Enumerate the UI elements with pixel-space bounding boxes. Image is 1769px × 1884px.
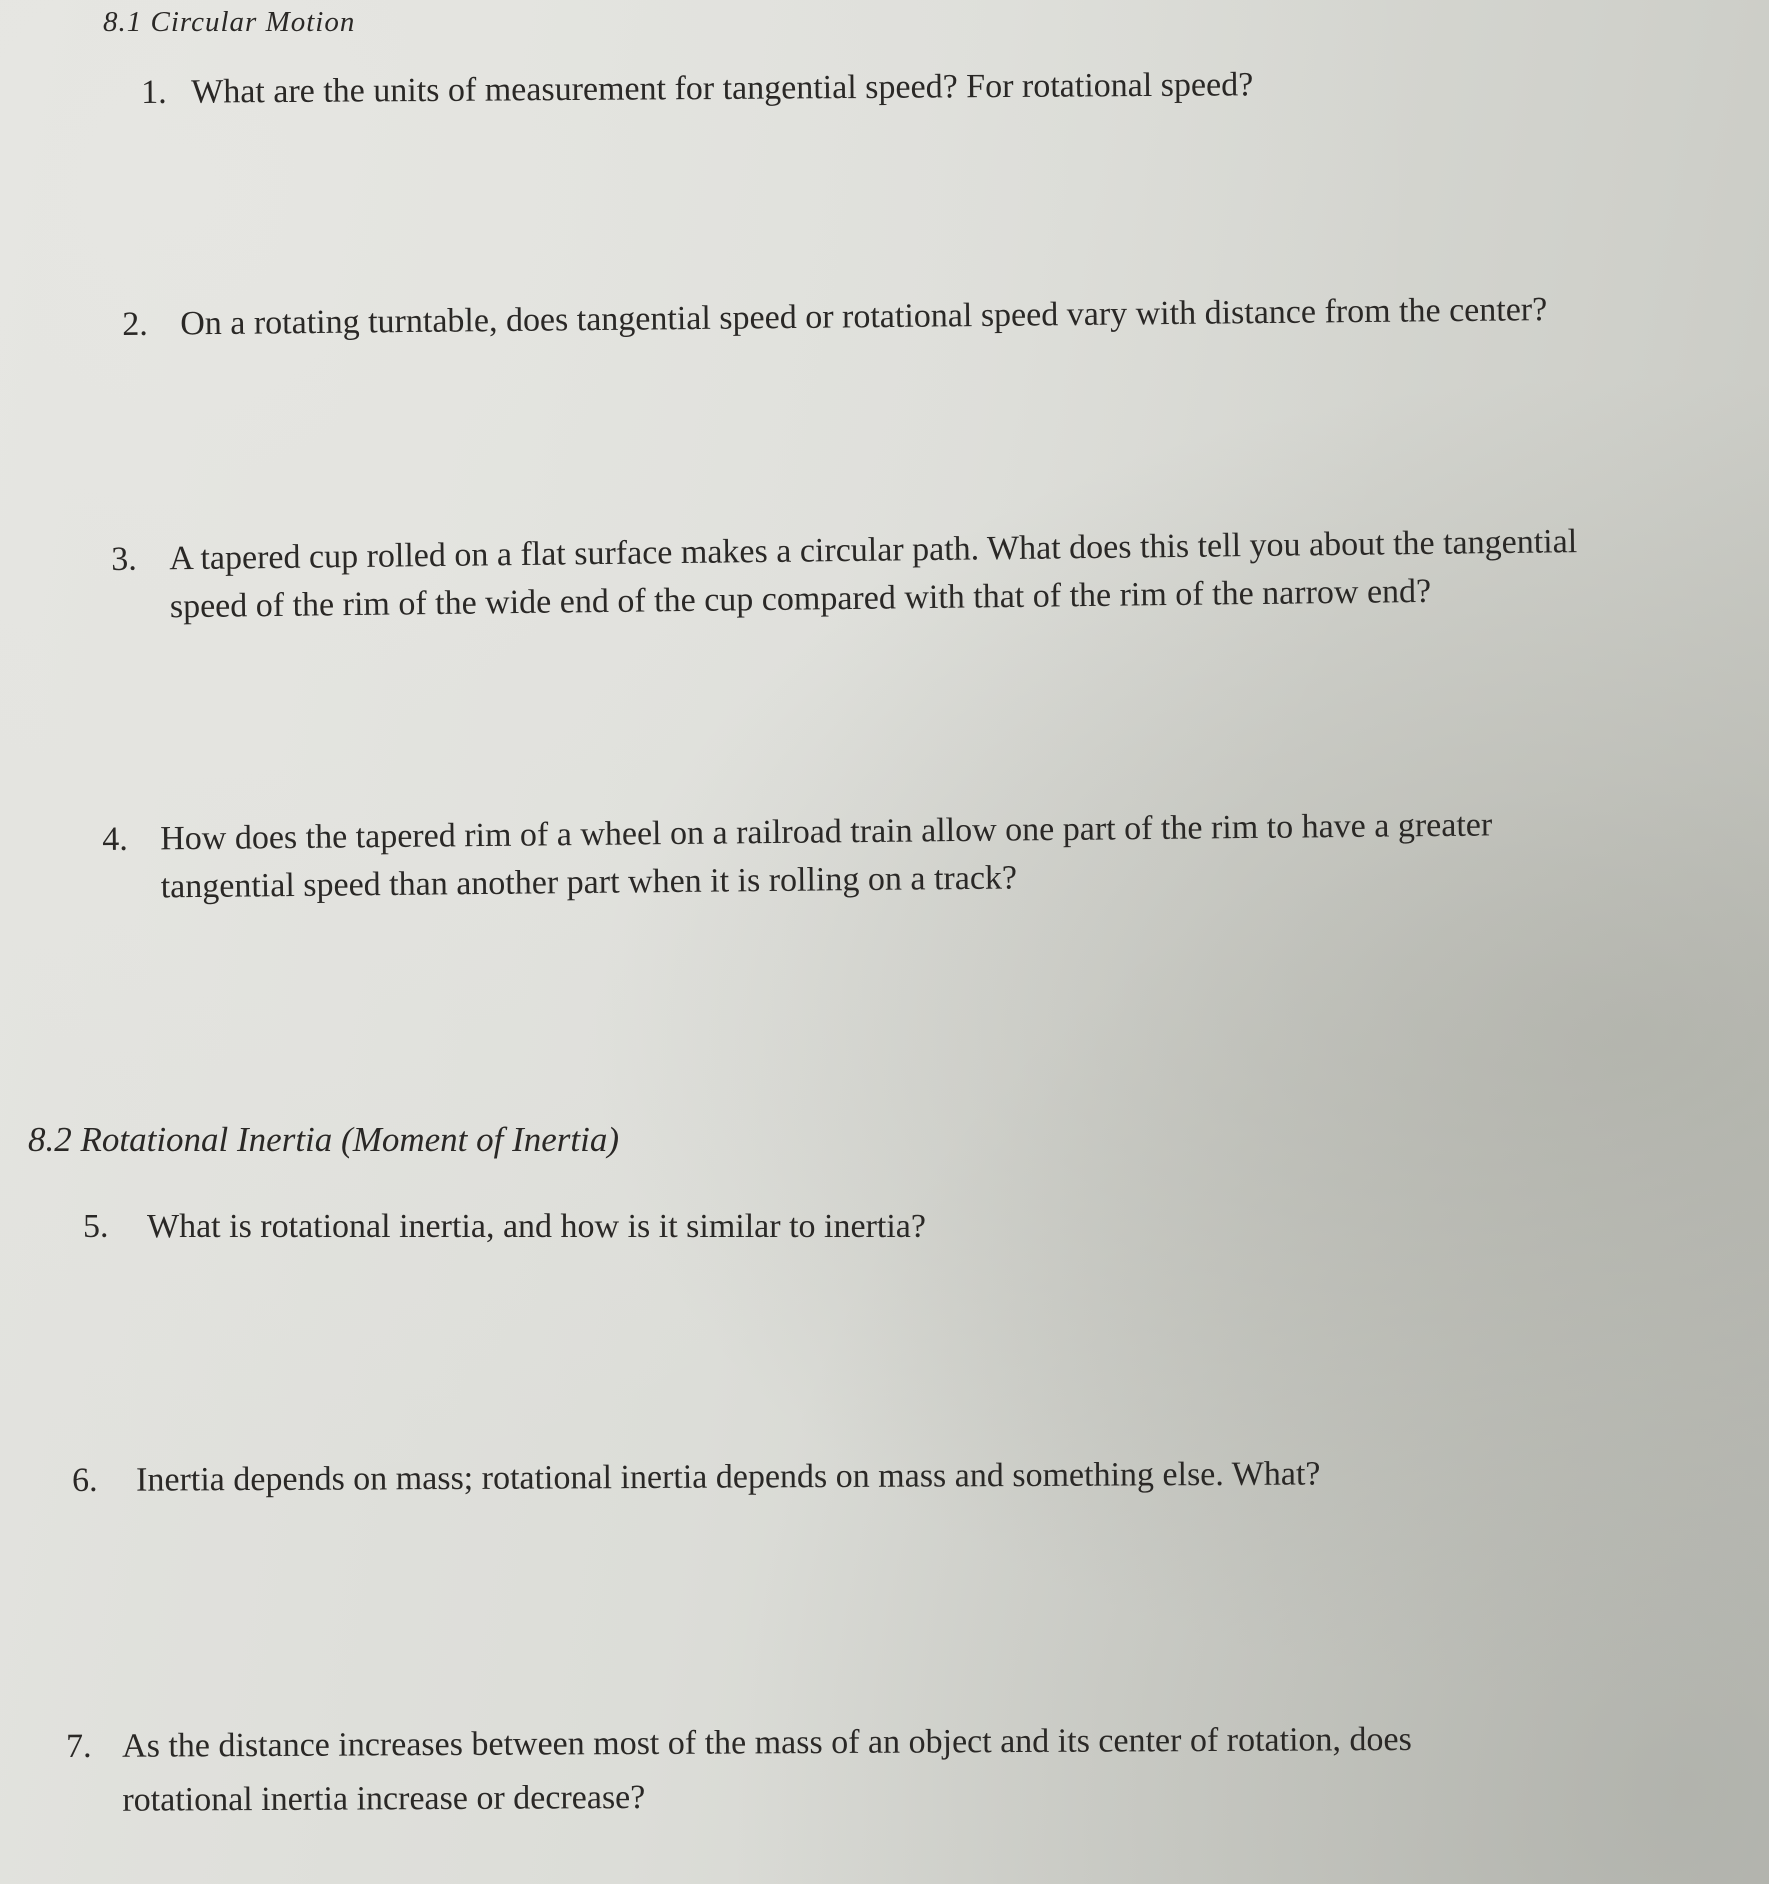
question-text: Inertia depends on mass; rotational inertia depends on mass and something else. What?	[136, 1455, 1321, 1499]
question-1	[141, 62, 1253, 116]
question-7	[66, 1717, 1412, 1824]
question-2	[122, 287, 1547, 348]
question-number: 7.	[66, 1727, 92, 1765]
question-number: 5.	[83, 1208, 109, 1245]
question-text: How does the tapered rim of a wheel on a railroad train allow one part of the rim to have a greater	[160, 806, 1493, 858]
question-5	[83, 1204, 926, 1250]
question-text-continued: rotational inertia increase or decrease?	[122, 1778, 646, 1819]
question-text: As the distance increases between most of the mass of an object and its center of rotation, does	[122, 1720, 1412, 1765]
question-text: What is rotational inertia, and how is it similar to inertia?	[147, 1208, 926, 1245]
question-text: On a rotating turntable, does tangential speed or rotational speed vary with distance from the center?	[180, 291, 1548, 343]
question-text-continued: speed of the rim of the wide end of the cup compared with that of the rim of the narrow end?	[169, 572, 1432, 626]
section-title-rotational-inertia: 8.2 Rotational Inertia (Moment of Inertia)	[28, 1120, 620, 1159]
question-number: 4.	[102, 820, 128, 858]
question-6	[72, 1451, 1321, 1504]
question-number: 2.	[122, 305, 148, 343]
question-4	[102, 802, 1493, 911]
question-text-continued: tangential speed than another part when it is rolling on a track?	[160, 859, 1018, 906]
question-number: 6.	[72, 1461, 98, 1499]
section-title-circular-motion: 8.1 Circular Motion	[103, 6, 356, 38]
question-text: What are the units of measurement for tangential speed? For rotational speed?	[191, 66, 1254, 111]
question-number: 1.	[141, 73, 167, 111]
question-text: A tapered cup rolled on a flat surface makes a circular path. What does this tell you about the tangential	[169, 523, 1578, 578]
question-number: 3.	[111, 540, 137, 578]
question-3	[111, 519, 1578, 631]
